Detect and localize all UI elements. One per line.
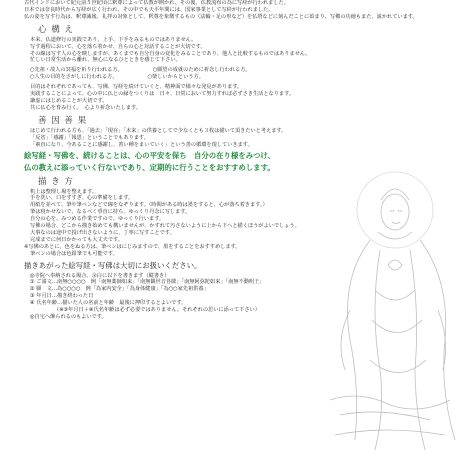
section-heading: 描 き 方	[38, 176, 74, 187]
section-how-to-draw	[24, 177, 444, 258]
intro-line: 日本では奈良時代から写経が広く行われ、その中でも天平年間には、国家事業として写経が行われました。	[24, 6, 274, 13]
option-item: ○楽しいからという方。	[147, 74, 204, 81]
note-line: 筆ペンの場合は色鉛筆でも可能です。	[30, 250, 118, 257]
body-line: 実践することによって、心の中に仏との縁をつくりは 日々、日常において努力すれば必ずさき生活となります。	[30, 91, 295, 98]
highlight-line: 絵写経・写佛を、続けることは、心の平安を保ち 自分の在り様をみつけ、	[24, 150, 275, 160]
body-line: 謙虚にはじめることが大切です。	[30, 97, 108, 104]
body-line: 目的はそれぞれであっても、写佛、写経を続けていくと、精神面で様々な発見があります。	[30, 84, 243, 91]
body-line: はじめて行われる方も、「過去」「現在」「未来」の供養としてで少なくとも３枚は描いて頂きたいと考えます。	[30, 127, 287, 134]
document-content	[24, 0, 444, 321]
note-line: ※写佛のあとに、色をぬる方は、筆ペンはにじみますので、墨をすることをおすすめします。	[24, 243, 241, 250]
body-line: ③ 年月日…描き終わった日	[30, 293, 94, 300]
option-item: ○人生の目的をさがしに行われる方。	[30, 74, 118, 81]
body-line: ④ 氏名年齢…描いた人の名前と年齢 最後に押印するとよいです。	[30, 300, 187, 307]
body-line: 忙しい日常生活から離れ、無心になるひとときを感じて下さい。	[30, 57, 181, 64]
body-line: 共に仏心を育み行く。 心より祈念いたします。	[30, 104, 142, 111]
body-line: 自分の心を、みつめる作業ですので、ゆっくり行います。	[30, 216, 165, 223]
intro-line: 古代インドにおいて紀元前５世紀頃に釈尊によって仏教が開かれ、その後、仏教流布の為に写経が行われました。	[24, 0, 289, 6]
intro-line: 仏の姿を写す行為は、釈尊滅後、礼拝の対象として、釈尊を象徴するもの（法輪・足の形など）を仏塔などに刻んだことに始まり、写佛の功徳もまた、説かれています。	[24, 13, 418, 20]
body-line: 写佛の場合、どこから描き始めても構いませんが、かすれて汚さないように上から下へと描くほうがよいでしょう。	[30, 223, 300, 230]
body-line: その線は写す人の心を映しますが、あくまでも自分自身の変化をみることであり、他人と比較するものではありません。	[30, 50, 311, 57]
body-line: 用紙を並べて、筆や筆ペンなどで線をなぞります。（時間がある時は墨をすると、心が落ち着きます。）	[30, 202, 268, 209]
body-line: 大事なのは途中で投げ出さないように、丁寧に写すことです。	[30, 229, 175, 236]
body-line: ② 願 文…為○○○○ 例「為家内安全」「為身体健康」「為○○家先祖供養」	[30, 286, 209, 293]
section-heading: 描きあがった絵写経・写佛は大切にお扱いください。	[24, 260, 202, 270]
body-line: ◎寺院へ奉納される場合、余白に以下を書きます（縦書き）	[30, 272, 170, 279]
body-line: ◎自宅へ飾られるのもよいです。	[30, 314, 107, 320]
body-line: 本来、仏道修行の実践であり、上手、下手をみるものではありません。	[30, 36, 197, 43]
body-line: 手を洗い、口をすすぎ、心の準備をします。	[30, 195, 134, 202]
body-line: 「反省」「感謝」「報恩」ということでもあります。	[30, 134, 149, 141]
body-line: 写す過程において、心を落ち着かせ、自らの心と対話することが大切です。	[30, 43, 206, 50]
body-line: （※③年月日＋④氏名年齢は必ず必要ではありません。それぞれの思いに添って下さい）	[54, 307, 260, 314]
highlight-line: 仏の教えに添っていく行ないであり、定期的に行うことをおすすめします。	[24, 162, 275, 172]
option-item: ○先祖・故人の冥福を祈り行われる方。	[30, 67, 123, 74]
section-handling	[24, 261, 444, 321]
body-line: 机上は整理し場を整えます。	[30, 188, 98, 195]
section-heading: 心 構 え	[38, 24, 74, 35]
option-item: ○願望の成就のために祈念し行われる方。	[152, 67, 251, 74]
section-mindset	[24, 25, 444, 112]
body-line: 「素直になり、今あることに感謝し、善い種をまいていく」という善の循環を現していきます。	[30, 141, 253, 148]
body-line: 筆は寝かせないで、なるべく垂直に持ち、ゆっくり丹念に写します。	[30, 209, 191, 216]
intro-section	[24, 0, 444, 21]
section-heading: 善 因 善 果	[38, 115, 88, 126]
body-line: 完成までに何日かかっても大丈夫です。	[30, 236, 123, 243]
section-good-cause	[24, 116, 444, 173]
body-line: ① ご請文…南無○○○○ 例「南無薬師如来」「南無観世音菩薩」「南無阿弥陀如来」「南無不動明王」	[30, 279, 265, 286]
